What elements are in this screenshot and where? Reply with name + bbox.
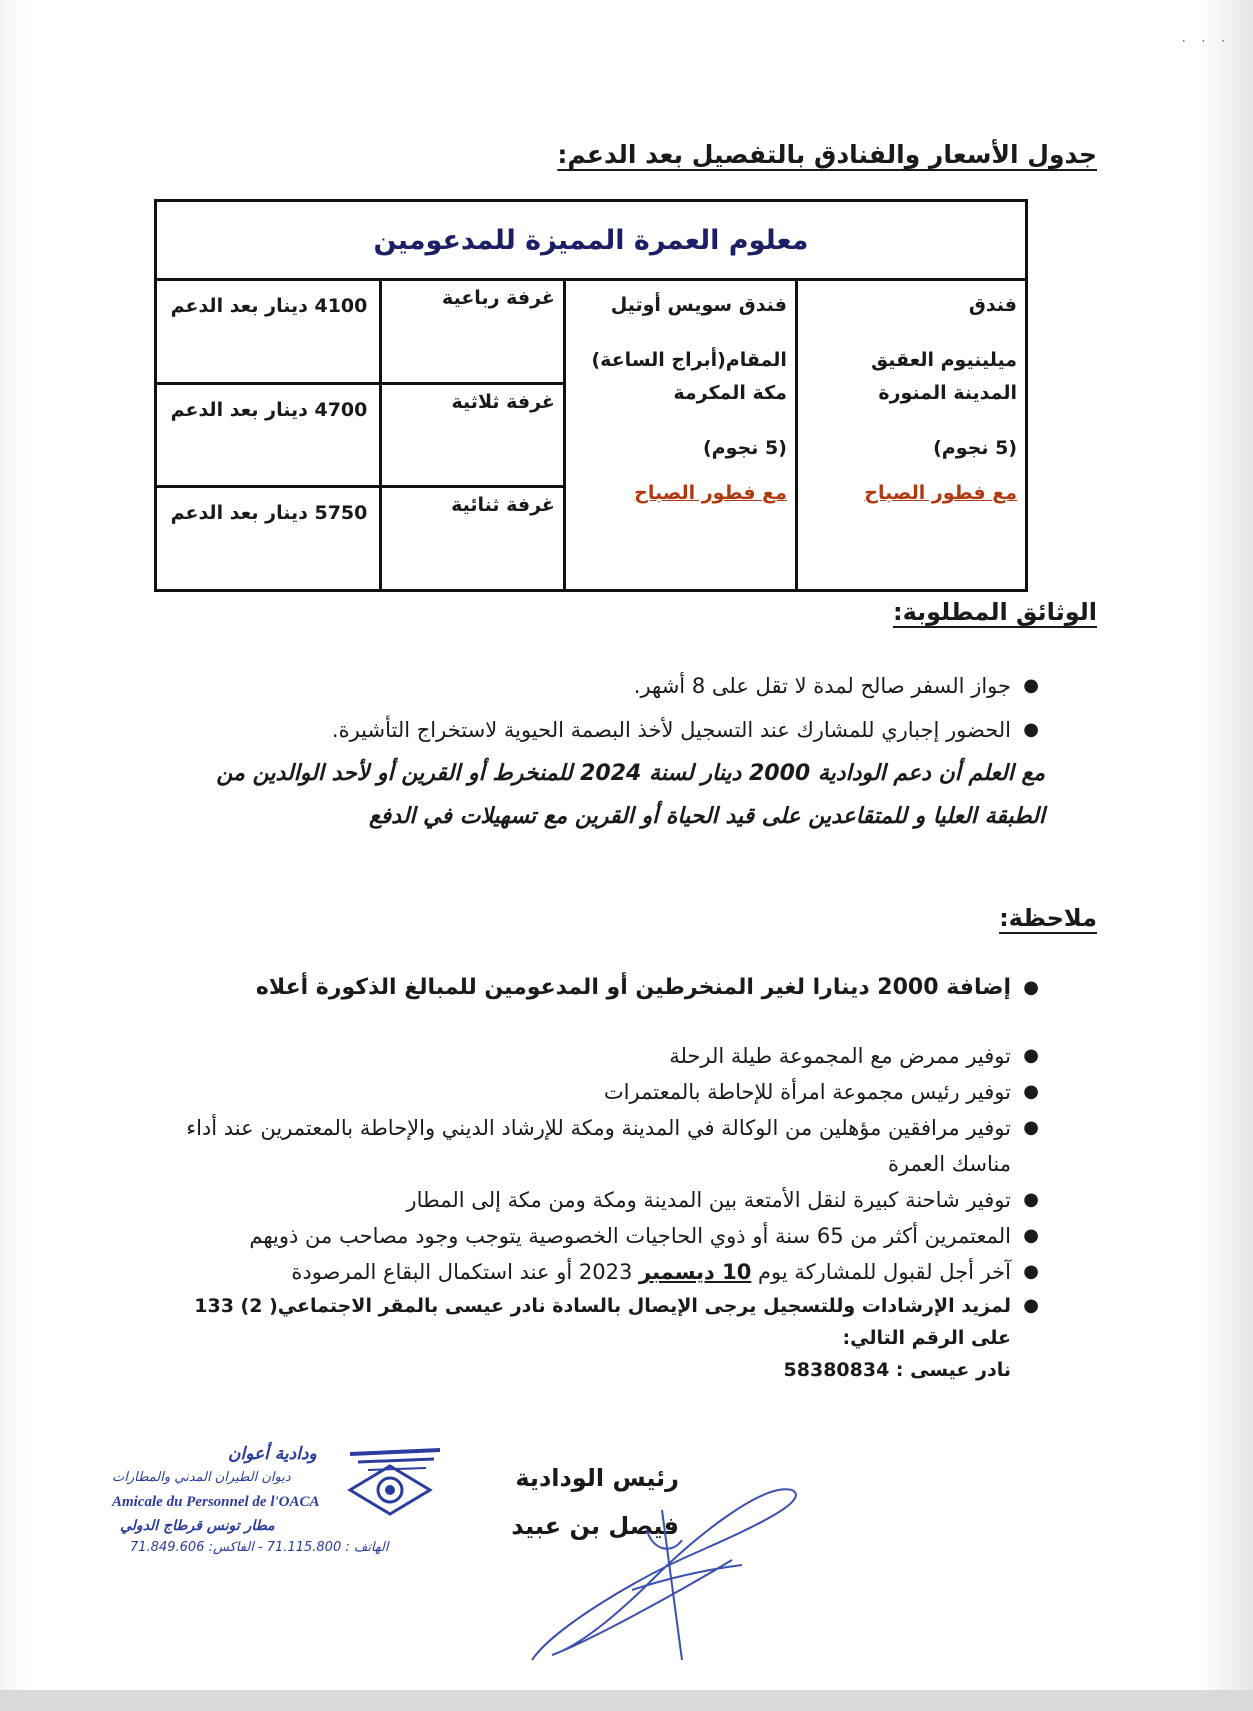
bullet-icon: ● (1023, 675, 1039, 696)
contact-item (165, 1290, 1045, 1386)
bullet-icon: ● (1023, 1261, 1039, 1282)
hotel-name: فندق (968, 294, 1017, 317)
bullet-icon: ● (1023, 1081, 1039, 1102)
hotel-line2: ميلينيوم العقيق (871, 349, 1017, 372)
list-item: ● توفير رئيس مجموعة امرأة للإحاطة بالمعتمرات (165, 1074, 1045, 1110)
bullet-icon: ● (1023, 977, 1039, 998)
bullet-icon: ● (1023, 1117, 1039, 1138)
signatory-name: فيصل بن عبيد (511, 1512, 679, 1540)
hotel-meal: مع فطور الصباح (864, 482, 1017, 505)
stamp-line: Amicale du Personnel de l'OACA (112, 1494, 320, 1510)
room-price: 4700 دينار بعد الدعم (156, 383, 381, 487)
list-item: ● المعتمرين أكثر من 65 سنة أو ذوي الحاجيات الخصوصية يتوجب وجود مصاحب من ذويهم (165, 1218, 1045, 1254)
table-caption: معلوم العمرة المميزة للمدعومين (156, 201, 1027, 280)
contact-line: على الرقم التالي: (842, 1327, 1011, 1349)
scan-bottom-edge (0, 1690, 1253, 1711)
bullet-icon: ● (1023, 1045, 1039, 1066)
hotel-cell-madinah (796, 280, 1026, 591)
list-item: ● جواز السفر صالح لمدة لا تقل على 8 أشهر. (165, 668, 1045, 704)
list-item: ● إضافة 2000 دينارا لغير المنخرطين أو المدعومين للمبالغ الذكورة أعلاه (165, 970, 1045, 1006)
oaca-logo-icon (330, 1440, 450, 1518)
documents-list (165, 668, 1045, 748)
scan-dots: · · · (1181, 34, 1231, 48)
association-stamp (112, 1440, 442, 1580)
bullet-icon: ● (1023, 1225, 1039, 1246)
room-price: 5750 دينار بعد الدعم (156, 487, 381, 591)
remarks-heading: ملاحظة: (999, 904, 1097, 932)
bullet-icon: ● (1023, 719, 1039, 740)
contact-phone: نادر عيسى : 58380834 (783, 1359, 1011, 1381)
subsidy-note: مع العلم أن دعم الودادية 2000 دينار لسنة 2024 للمنخرط أو القرين أو لأحد الوالدين من الطبقة العليا و للمتقاعدين على قيد الحياة أو القرين مع تسهيلات في الدفع (216, 761, 1045, 829)
stamp-phone: الهاتف : 71.115.800 - الفاكس: 71.849.606 (130, 1540, 389, 1555)
deadline-item: ● آخر أجل لقبول للمشاركة يوم 10 ديسمبر 2023 أو عند استكمال البقاع المرصودة (165, 1254, 1045, 1290)
list-item: ● توفير ممرض مع المجموعة طيلة الرحلة (165, 1038, 1045, 1074)
bullet-icon: ● (1023, 1189, 1039, 1210)
stamp-line: مطار تونس قرطاج الدولي (120, 1518, 275, 1534)
handwritten-signature (512, 1470, 812, 1670)
list-item: ● الحضور إجباري للمشارك عند التسجيل لأخذ البصمة الحيوية لاستخراج التأشيرة. (165, 712, 1045, 748)
hotel-meal: مع فطور الصباح (634, 482, 787, 505)
remarks-list (165, 1038, 1045, 1386)
signatory-title: رئيس الودادية (515, 1464, 679, 1492)
hotel-stars: (5 نجوم) (703, 437, 787, 460)
stamp-line: ديوان الطيران المدني والمطارات (112, 1470, 291, 1485)
remarks-first-list (165, 970, 1045, 1006)
hotel-name: فندق سويس أوتيل (610, 294, 787, 317)
room-type: غرفة رباعية (381, 280, 565, 384)
room-type: غرفة ثلاثية (381, 383, 565, 487)
page-title: جدول الأسعار والفنادق بالتفصيل بعد الدعم: (557, 140, 1097, 169)
room-price: 4100 دينار بعد الدعم (156, 280, 381, 384)
hotel-stars: (5 نجوم) (933, 437, 1017, 460)
contact-line: لمزيد الإرشادات وللتسجيل يرجى الإيصال بالسادة نادر عيسى بالمقر الاجتماعي( 2) 133 (194, 1295, 1011, 1317)
list-item: ● توفير مرافقين مؤهلين من الوكالة في المدينة ومكة للإرشاد الديني والإحاطة بالمعتمرين عند أداء مناسك العمرة (165, 1110, 1045, 1182)
bullet-icon: ● (1023, 1295, 1039, 1316)
hotel-line2: المقام(أبراج الساعة) (591, 349, 787, 372)
room-type: غرفة ثنائية (381, 487, 565, 591)
stamp-line: ودادية أعوان (228, 1444, 317, 1464)
hotel-cell-makkah (564, 280, 796, 591)
price-table (154, 199, 1028, 592)
documents-heading: الوثائق المطلوبة: (892, 598, 1097, 626)
hotel-city: المدينة المنورة (878, 382, 1017, 405)
hotel-city: مكة المكرمة (673, 382, 787, 405)
list-item: ● توفير شاحنة كبيرة لنقل الأمتعة بين المدينة ومكة ومن مكة إلى المطار (165, 1182, 1045, 1218)
deadline-date: 10 ديسمبر (639, 1260, 752, 1284)
